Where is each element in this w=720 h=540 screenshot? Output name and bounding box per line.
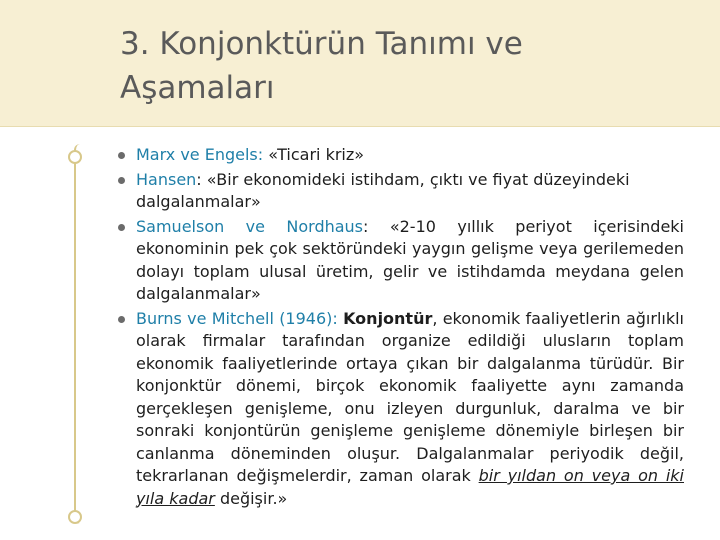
title-divider (0, 126, 720, 127)
item-text: , ekonomik faaliyetlerin ağırlıklı olarak firmalar tarafından organize edildiği ulusların toplam ekonomik faaliyetlerinde ortaya çıkan bir dalgalanma türüdür. Bir konjonktür dönemi, birçok ekonomik faaliyette aynı zamanda gerçekleşen genişleme, onu izleyen durgunluk, daralma ve bir sonraki konjontürün genişleme genişleme dönemiyle birleşen bir canlanma döneminden oluşur. Dalgalanmalar periyodik değil, tekrarlanan değişmelerdir, zaman olarak (136, 308, 684, 485)
decorative-ring-icon (68, 510, 82, 524)
item-author: Hansen (136, 169, 197, 189)
item-text: «Ticari kriz» (263, 145, 365, 164)
item-author: Samuelson ve Nordhaus (136, 216, 364, 236)
bullet-list (118, 144, 684, 512)
item-author: Marx ve Engels: (136, 145, 264, 164)
item-underlined-text: bir yıldan on veya on iki yıla kadar (136, 466, 684, 508)
slide-title (120, 22, 680, 110)
bullet-icon (118, 152, 125, 159)
item-author: Burns ve Mitchell (1946): (136, 308, 338, 328)
item-text: : «2-10 yıllık periyot içerisindeki ekonominin pek çok sektöründeki yaygın gelişme veya gerilemeden dolayı toplam ulusal üretim, gelir ve istihdamda meydana gelen dalgalanmalar» (136, 216, 685, 303)
item-text: : «Bir ekonomideki istihdam, çıktı ve fiyat düzeyindeki dalgalanmalar» (136, 169, 630, 211)
title-band (0, 0, 720, 126)
decorative-left-border (74, 144, 94, 524)
list-item (118, 308, 684, 511)
item-tail-text: değişir.» (214, 488, 288, 508)
list-item (118, 144, 684, 167)
title-line-2: Aşamaları (120, 70, 275, 106)
title-line-1: 3. Konjonktürün Tanımı ve (120, 26, 523, 62)
bullet-icon (118, 177, 125, 184)
bullet-icon (118, 316, 125, 323)
list-item (118, 169, 684, 214)
item-bold-term: Konjontür (343, 308, 433, 328)
bullet-icon (118, 224, 125, 231)
decorative-ring-icon (68, 150, 82, 164)
list-item (118, 216, 684, 306)
